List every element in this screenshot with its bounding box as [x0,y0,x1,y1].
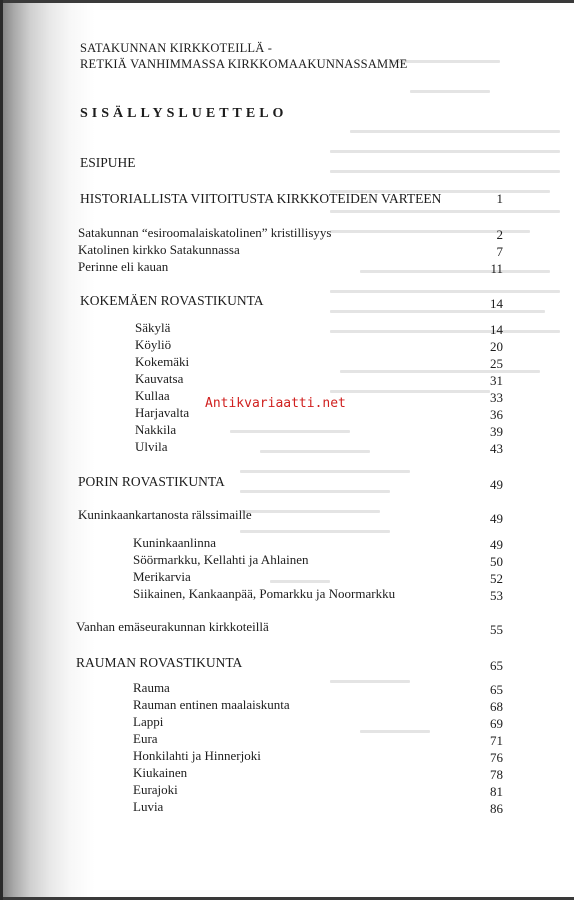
toc-page-number: 86 [490,801,503,816]
toc-subsection: Kuninkaankartanosta rälssimaille [78,507,252,522]
book-title-line-1: SATAKUNNAN KIRKKOTEILLÄ - [80,41,273,55]
toc-page-number: 33 [490,390,503,405]
toc-page-number: 1 [496,191,503,206]
toc-entry: Katolinen kirkko Satakunnassa [78,242,240,257]
toc-subsection: Vanhan emäseurakunnan kirkkoteillä [76,619,269,634]
toc-page-number: 36 [490,407,503,422]
toc-entry: Lappi [133,714,164,729]
bleed-through-text [330,40,570,820]
toc-page-number: 53 [490,588,503,603]
toc-page-number: 31 [490,373,503,388]
toc-entry: Merikarvia [133,569,191,584]
book-title-line-2: RETKIÄ VANHIMMASSA KIRKKOMAAKUNNASSAMME [80,57,408,71]
toc-section-rauma: RAUMAN ROVASTIKUNTA [76,655,243,670]
toc-entry: Kuninkaanlinna [133,535,217,550]
toc-entry: Kullaa [135,388,170,403]
toc-entry: Nakkila [135,422,177,437]
toc-entry: Kokemäki [135,354,190,369]
toc-page-number: 43 [490,441,503,456]
toc-page-number: 71 [490,733,503,748]
toc-entry: Säkylä [135,320,171,335]
toc-page-number: 65 [490,682,503,697]
toc-page-number: 65 [490,658,503,673]
toc-page-number: 68 [490,699,503,714]
toc-entry: Perinne eli kauan [78,259,169,274]
toc-page-number: 76 [490,750,503,765]
toc-entry: Kiukainen [133,765,188,780]
toc-preface: ESIPUHE [80,155,136,170]
toc-page-number: 39 [490,424,503,439]
scan-border-left [0,0,3,900]
toc-entry: Luvia [133,799,164,814]
toc-entry: Satakunnan “esiroomalaiskatolinen” kristillisyys [78,225,332,240]
toc-page-number: 11 [490,261,503,276]
toc-heading: SISÄLLYSLUETTELO [80,106,288,121]
toc-page-number: 20 [490,339,503,354]
toc-entry: Siikainen, Kankaanpää, Pomarkku ja Noormarkku [133,586,396,601]
toc-page-number: 2 [496,227,503,242]
toc-entry: Rauman entinen maalaiskunta [133,697,290,712]
toc-page-number: 7 [496,244,503,259]
toc-entry: Honkilahti ja Hinnerjoki [133,748,261,763]
toc-section-history: HISTORIALLISTA VIITOITUSTA KIRKKOTEIDEN VARTEEN [80,191,442,206]
toc-entry: Ulvila [135,439,168,454]
toc-page-number: 78 [490,767,503,782]
toc-page-number: 49 [490,511,503,526]
toc-page-number: 49 [490,537,503,552]
scan-border-top [0,0,574,3]
toc-page-number: 50 [490,554,503,569]
toc-section-kokemaki: KOKEMÄEN ROVASTIKUNTA [80,293,264,308]
toc-page-number: 69 [490,716,503,731]
toc-page-number: 25 [490,356,503,371]
toc-entry: Kauvatsa [135,371,184,386]
toc-page-number: 55 [490,622,503,637]
toc-entry: Eurajoki [133,782,178,797]
toc-page-number: 14 [490,322,503,337]
toc-section-pori: PORIN ROVASTIKUNTA [78,474,225,489]
watermark: Antikvariaatti.net [205,396,346,411]
toc-entry: Söörmarkku, Kellahti ja Ahlainen [133,552,309,567]
toc-page-number: 49 [490,477,503,492]
toc-page-number: 81 [490,784,503,799]
toc-page-number: 52 [490,571,503,586]
toc-entry: Rauma [133,680,170,695]
toc-entry: Eura [133,731,158,746]
toc-entry: Köyliö [135,337,172,352]
toc-entry: Harjavalta [135,405,190,420]
toc-page-number: 14 [490,296,503,311]
